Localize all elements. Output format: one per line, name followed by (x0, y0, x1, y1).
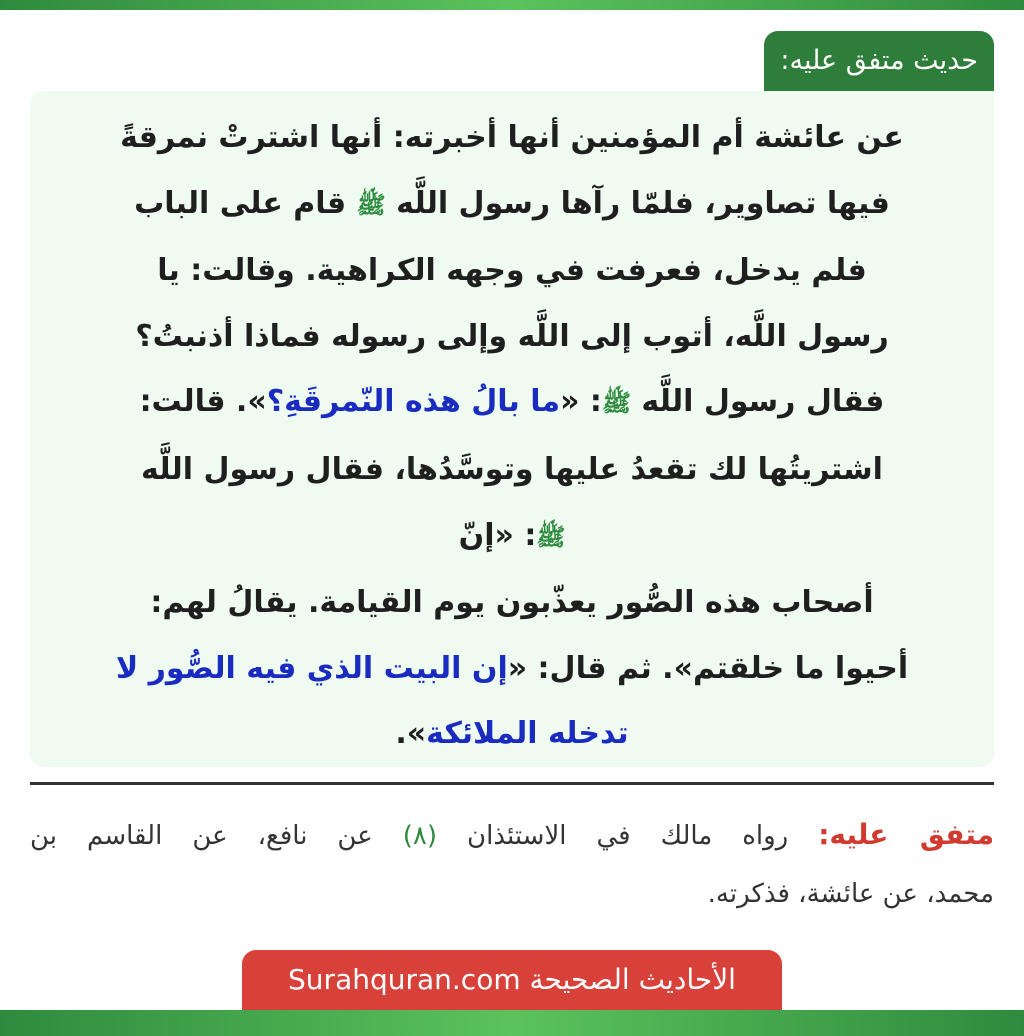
hadith-source (30, 806, 994, 923)
source-line-1: متفق عليه: رواه مالك في الاستئذان (٨) عن نافع، عن القاسم بن (30, 818, 995, 851)
hadith-text-box (30, 91, 994, 767)
hadith-line-7: ﷺ: «إنّ (458, 517, 566, 553)
hadith-line-6: اشتريتُها لك تقعدُ عليها وتوسَّدُها، فقال رسول اللَّه (141, 451, 883, 487)
prophet-quote: إن البيت الذي فيه الصُّور لا (115, 650, 508, 686)
prophet-quote: تدخله الملائكة (426, 716, 629, 752)
hadith-line-2: فيها تصاوير، فلمّا رآها رسول اللَّه ﷺ قام على الباب (134, 185, 890, 221)
hadith-line-5: فقال رسول اللَّه ﷺ: «ما بالُ هذه النّمرقَةِ؟». قالت: (139, 384, 885, 420)
hadith-type-tag: حديث متفق عليه: (764, 31, 994, 91)
source-number: (٨) (402, 821, 438, 851)
hadith-line-8: أصحاب هذه الصُّور يعذّبون يوم القيامة. يقالُ لهم: (150, 585, 874, 621)
source-label: متفق عليه: (818, 818, 995, 851)
top-green-bar (0, 0, 1024, 10)
bottom-green-bar (0, 1010, 1024, 1036)
site-badge: الأحاديث الصحيحة Surahquran.com (242, 950, 782, 1010)
source-line-2: محمد، عن عائشة، فذكرته. (707, 879, 994, 909)
hadith-line-10: تدخله الملائكة». (395, 716, 629, 752)
prophet-quote: ما بالُ هذه النّمرقَةِ؟ (266, 384, 561, 420)
hadith-line-3: فلم يدخل، فعرفت في وجهه الكراهية. وقالت: يا (157, 253, 867, 289)
hadith-line-4: رسول اللَّه، أتوب إلى اللَّه وإلى رسوله فماذا أذنبتُ؟ (135, 318, 889, 354)
pbuh-symbol: ﷺ (356, 190, 386, 219)
pbuh-symbol: ﷺ (601, 389, 631, 418)
section-divider (30, 782, 994, 785)
pbuh-symbol: ﷺ (536, 522, 566, 551)
hadith-line-9: أحيوا ما خلقتم». ثم قال: «إن البيت الذي فيه الصُّور لا (115, 650, 909, 686)
hadith-line-1: عن عائشة أم المؤمنين أنها أخبرته: أنها اشترتْ نمرقةً (120, 120, 904, 155)
